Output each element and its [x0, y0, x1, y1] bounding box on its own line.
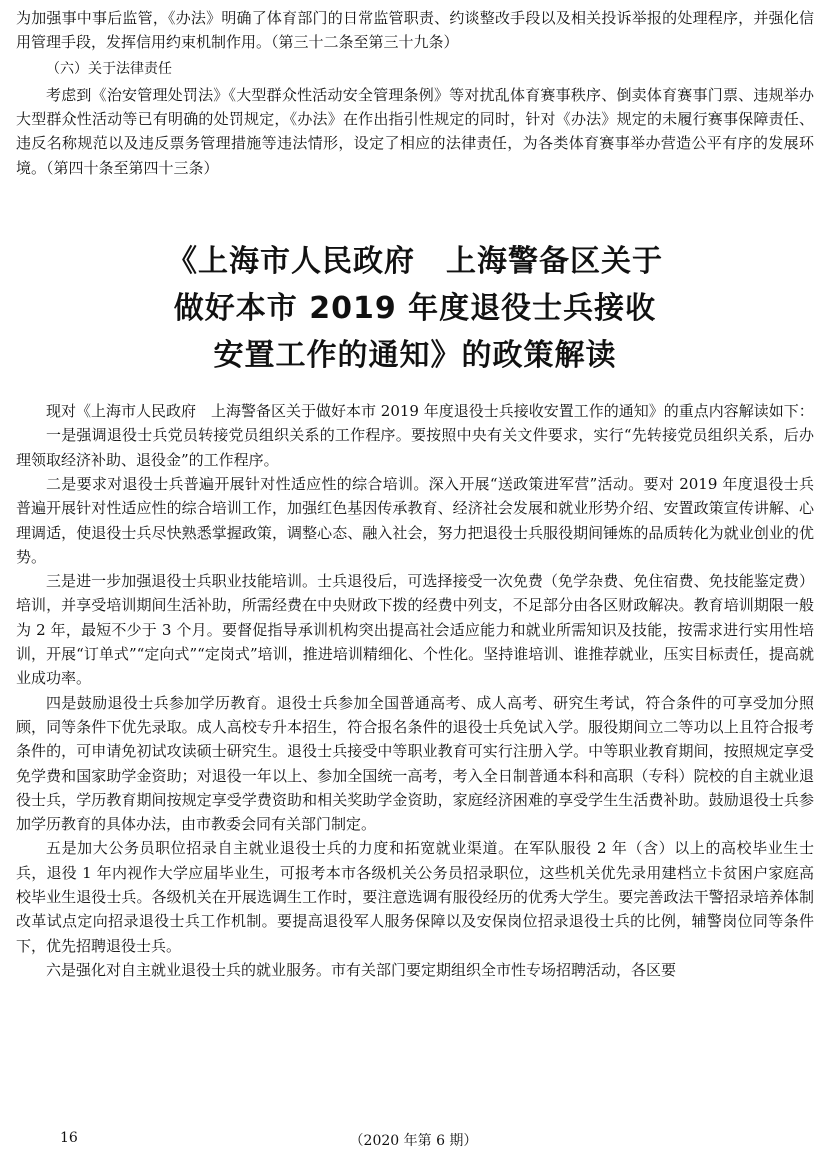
paragraph-point-2: 二是要求对退役士兵普遍开展针对性适应性的综合培训。深入开展“送政策进军营”活动。要对 2019 年度退役士兵普遍开展针对性适应性的综合培训工作，加强红色基因传承教育、经济社会发展和就业形势介绍、安置政策宣传讲解、心理调适，使退役士兵尽快熟悉掌握政策，调整心态、融入社会，努力把退役士兵服役期间锤炼的品质转化为就业创业的优势。 [16, 474, 814, 566]
subheading-legal-liability: （六）关于法律责任 [46, 60, 172, 77]
paragraph-point-4: 四是鼓励退役士兵参加学历教育。退役士兵参加全国普通高考、成人高考、研究生考试，符合条件的可享受加分照顾，同等条件下优先录取。成人高校专升本招生，符合报名条件的退役士兵免试入学。服役期间立二等功以上且符合报考条件的，可申请免初试攻读硕士研究生。退役士兵接受中等职业教育可实行注册入学。中等职业教育期间，按照规定享受免学费和国家助学金资助；对退役一年以上、参加全国统一高考，考入全日制普通本科和高职（专科）院校的自主就业退役士兵，学历教育期间按规定享受学费资助和相关奖助学金资助，家庭经济困难的享受学生生活费补助。鼓励退役士兵参加学历教育的具体办法，由市教委会同有关部门制定。 [16, 693, 814, 834]
paragraph-point-1: 一是强调退役士兵党员转接党员组织关系的工作程序。要按照中央有关文件要求，实行“先转接党员组织关系，后办理领取经济补助、退役金”的工作程序。 [16, 426, 814, 469]
paragraph-point-5: 五是加大公务员职位招录自主就业退役士兵的力度和拓宽就业渠道。在军队服役 2 年（含）以上的高校毕业生士兵，退役 1 年内视作大学应届毕业生，可报考本市各级机关公务员招录职位，这些机关优先录用建档立卡贫困户家庭高校毕业生退役士兵。各级机关在开展选调生工作时，要注意选调有服役经历的优秀大学生。要完善政法干警招录培养体制改革试点定向招录退役士兵工作机制。要提高退役军人服务保障以及安保岗位招录退役士兵的比例，辅警岗位同等条件下，优先招聘退役士兵。 [16, 839, 814, 955]
paragraph-point-6: 六是强化对自主就业退役士兵的就业服务。市有关部门要定期组织全市性专场招聘活动，各区要 [46, 960, 677, 979]
page-footer [0, 1130, 827, 1150]
title-line: 做好本市 2019 年度退役士兵接收 [173, 291, 657, 327]
paragraph-point-3: 三是进一步加强退役士兵职业技能培训。士兵退役后，可选择接受一次免费（免学杂费、免住宿费、免技能鉴定费）培训，并享受培训期间生活补助，所需经费在中央财政下拨的经费中列支，不足部分由各区财政解决。教育培训期限一般为 2 年，最短不少于 3 个月。要督促指导承训机构突出提高社会适应能力和就业所需知识及技能，按需求进行实用性培训，开展“订单式”“定向式”“定岗式”培训，推进培训精细化、个性化。坚持谁培训、谁推荐就业，压实目标责任，提高就业成功率。 [16, 572, 814, 688]
article-title [16, 238, 814, 379]
document-page [16, 6, 814, 982]
paragraph: 为加强事中事后监管，《办法》明确了体育部门的日常监管职责、约谈整改手段以及相关投诉举报的处理程序，并强化信用管理手段，发挥信用约束机制作用。（第三十二条至第三十九条） [16, 9, 814, 52]
paragraph: 考虑到《治安管理处罚法》《大型群众性活动安全管理条例》等对扰乱体育赛事秩序、倒卖体育赛事门票、违规举办大型群众性活动等已有明确的处罚规定，《办法》在作出指引性规定的同时，针对《办法》规定的未履行赛事保障责任、违反名称规范以及违反票务管理措施等违法情形，设定了相应的法律责任，为各类体育赛事举办营造公平有序的发展环境。（第四十条至第四十三条） [16, 85, 814, 177]
title-line: 《上海市人民政府 上海警备区关于 [167, 244, 663, 280]
issue-label: （2020 年第 6 期） [349, 1133, 478, 1149]
page-number: 16 [60, 1130, 78, 1146]
paragraph-intro: 现对《上海市人民政府 上海警备区关于做好本市 2019 年度退役士兵接收安置工作的通知》的重点内容解读如下： [46, 402, 814, 421]
title-line: 安置工作的通知》的政策解读 [213, 338, 617, 374]
